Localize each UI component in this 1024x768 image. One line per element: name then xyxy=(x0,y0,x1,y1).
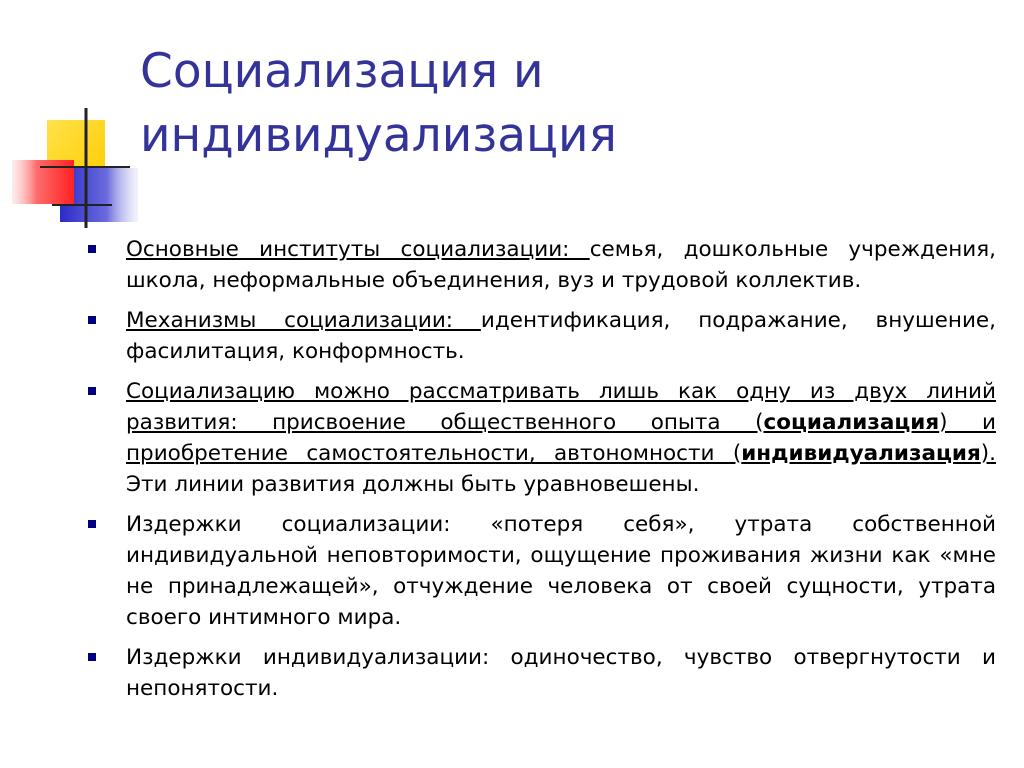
bullet-text: Издержки социализации: «потеря себя», утрата собственной индивидуальной неповторимости, ощущение проживания жизни как «мне не принадлежащей», отчуждение человека от своей сущности, утрата своего интимного мира. xyxy=(126,512,996,630)
bullet-text: семья, дошкольные учреждения, школа, неформальные объединения, вуз и трудовой коллектив. xyxy=(126,237,996,293)
bullet-text: Эти линии развития должны быть уравновешены. xyxy=(126,472,700,497)
bullet-item-socialization-costs xyxy=(86,509,996,633)
square-bullet-icon xyxy=(88,387,96,395)
bullet-term: Основные институты социализации: xyxy=(126,237,590,262)
bullet-term: Механизмы социализации: xyxy=(126,308,481,333)
slide-title xyxy=(140,40,1000,168)
title-line-2: индивидуализация xyxy=(140,108,617,163)
title-line-1: Социализация и xyxy=(140,44,544,99)
bullet-text-part: ). xyxy=(980,441,996,466)
bullet-list xyxy=(86,234,996,713)
square-bullet-icon xyxy=(88,520,96,528)
square-bullet-icon xyxy=(88,245,96,253)
bullet-item-institutions xyxy=(86,234,996,296)
bold-term-socialization: социализация xyxy=(763,410,940,435)
bullet-text-part: Социализацию можно рассматривать лишь как одну из двух линий развития: присвоение общественного опыта ( xyxy=(126,379,996,435)
square-bullet-icon xyxy=(88,316,96,324)
bullet-item-mechanisms xyxy=(86,305,996,367)
bullet-underlined-part xyxy=(126,379,996,466)
bullet-text-part: ) и приобретение самостоятельности, автономности ( xyxy=(126,410,996,466)
bullet-item-two-lines xyxy=(86,376,996,500)
bold-term-individualization: индивидуализация xyxy=(741,441,981,466)
bullet-text: Издержки индивидуализации: одиночество, чувство отвергнутости и непонятости. xyxy=(126,645,996,701)
bullet-item-individualization-costs xyxy=(86,642,996,704)
decorative-squares-logo xyxy=(0,0,150,240)
bullet-text: идентификация, подражание, внушение, фасилитация, конформность. xyxy=(126,308,996,364)
square-bullet-icon xyxy=(88,653,96,661)
